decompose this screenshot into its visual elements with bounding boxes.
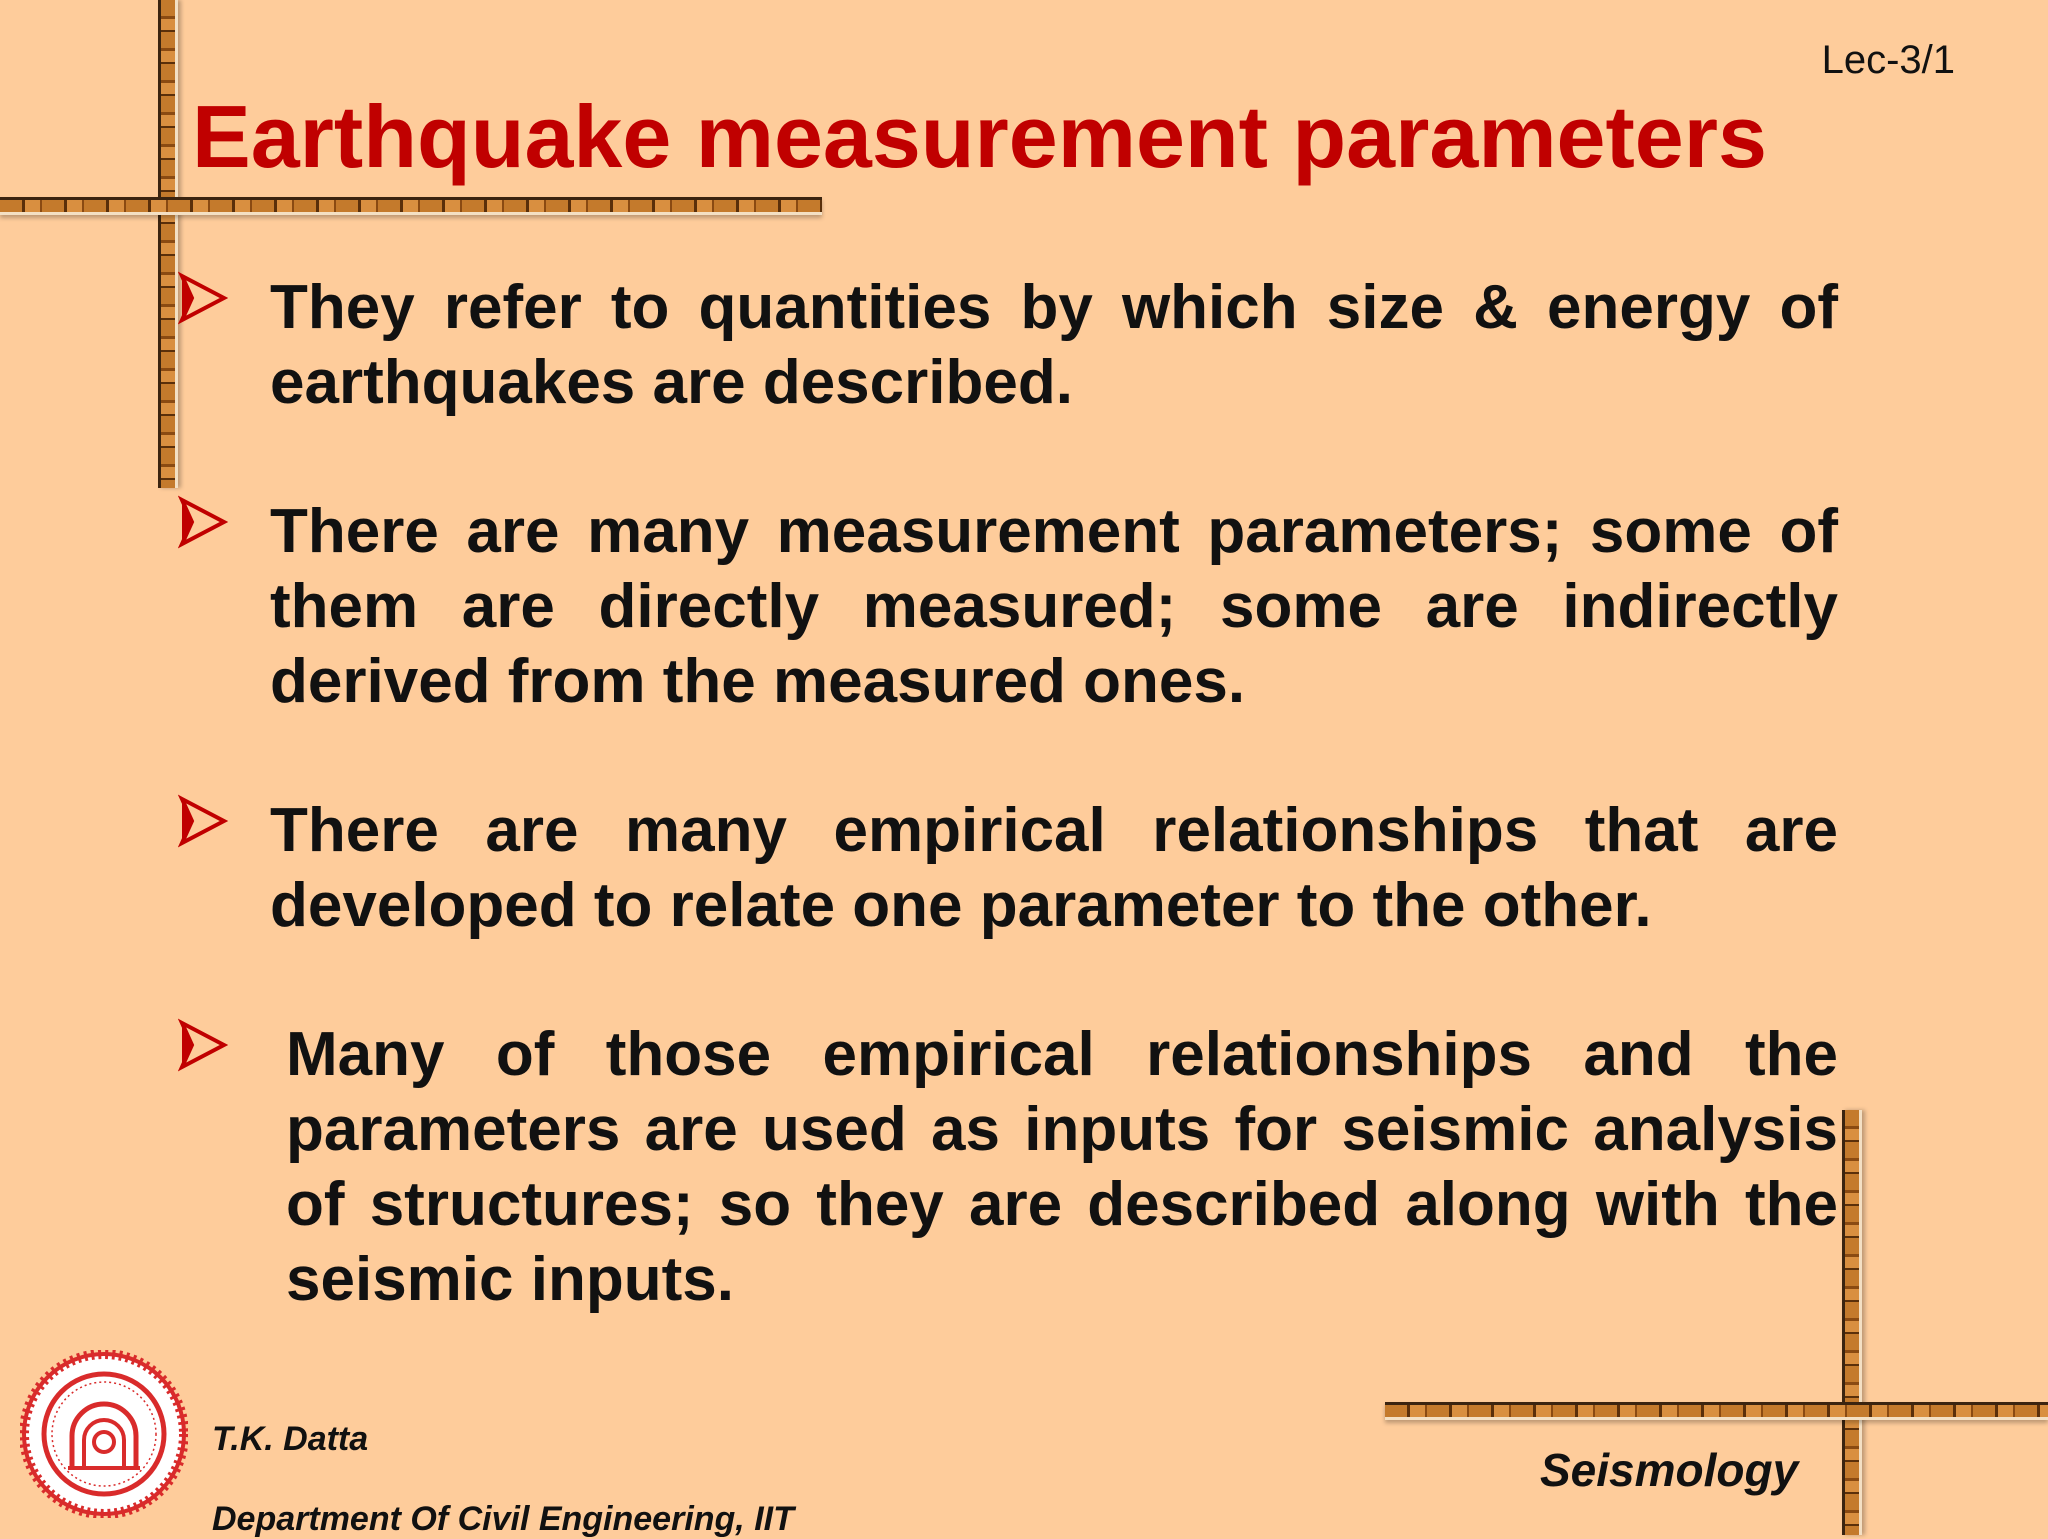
slide-title: Earthquake measurement parameters [192, 87, 1767, 186]
bullet-text: There are many empirical relationships that are developed to relate one parameter to the other. [270, 796, 1838, 940]
bullet-text: They refer to quantities by which size & energy of earthquakes are described. [270, 273, 1838, 417]
bullet-item [178, 793, 1838, 943]
footer-author: T.K. Datta [212, 1420, 369, 1458]
arrowhead-bullet-icon [178, 494, 228, 550]
arrowhead-bullet-icon [178, 270, 228, 326]
decor-bar-vertical-left [158, 0, 178, 488]
bullet-item [178, 1017, 1838, 1317]
bullet-text: There are many measurement parameters; some of them are directly measured; some are indirectly derived from the measured ones. [270, 497, 1838, 716]
bullet-item [178, 494, 1838, 719]
iit-logo-icon [20, 1350, 188, 1518]
footer-department: Department Of Civil Engineering, IIT [212, 1500, 794, 1538]
bullet-item [178, 270, 1838, 420]
arrowhead-bullet-icon [178, 1017, 228, 1073]
decor-bar-horizontal-bottom [1385, 1402, 2048, 1420]
decor-bar-horizontal-top [0, 197, 822, 215]
footer-course: Seismology [1540, 1444, 1799, 1496]
slide-number: Lec-3/1 [1821, 38, 1955, 82]
arrowhead-bullet-icon [178, 793, 228, 849]
bullet-text: Many of those empirical relationships and the parameters are used as inputs for seismic analysis of structures; so they are described along with the seismic inputs. [286, 1020, 1838, 1314]
decor-bar-vertical-right [1842, 1110, 1862, 1535]
